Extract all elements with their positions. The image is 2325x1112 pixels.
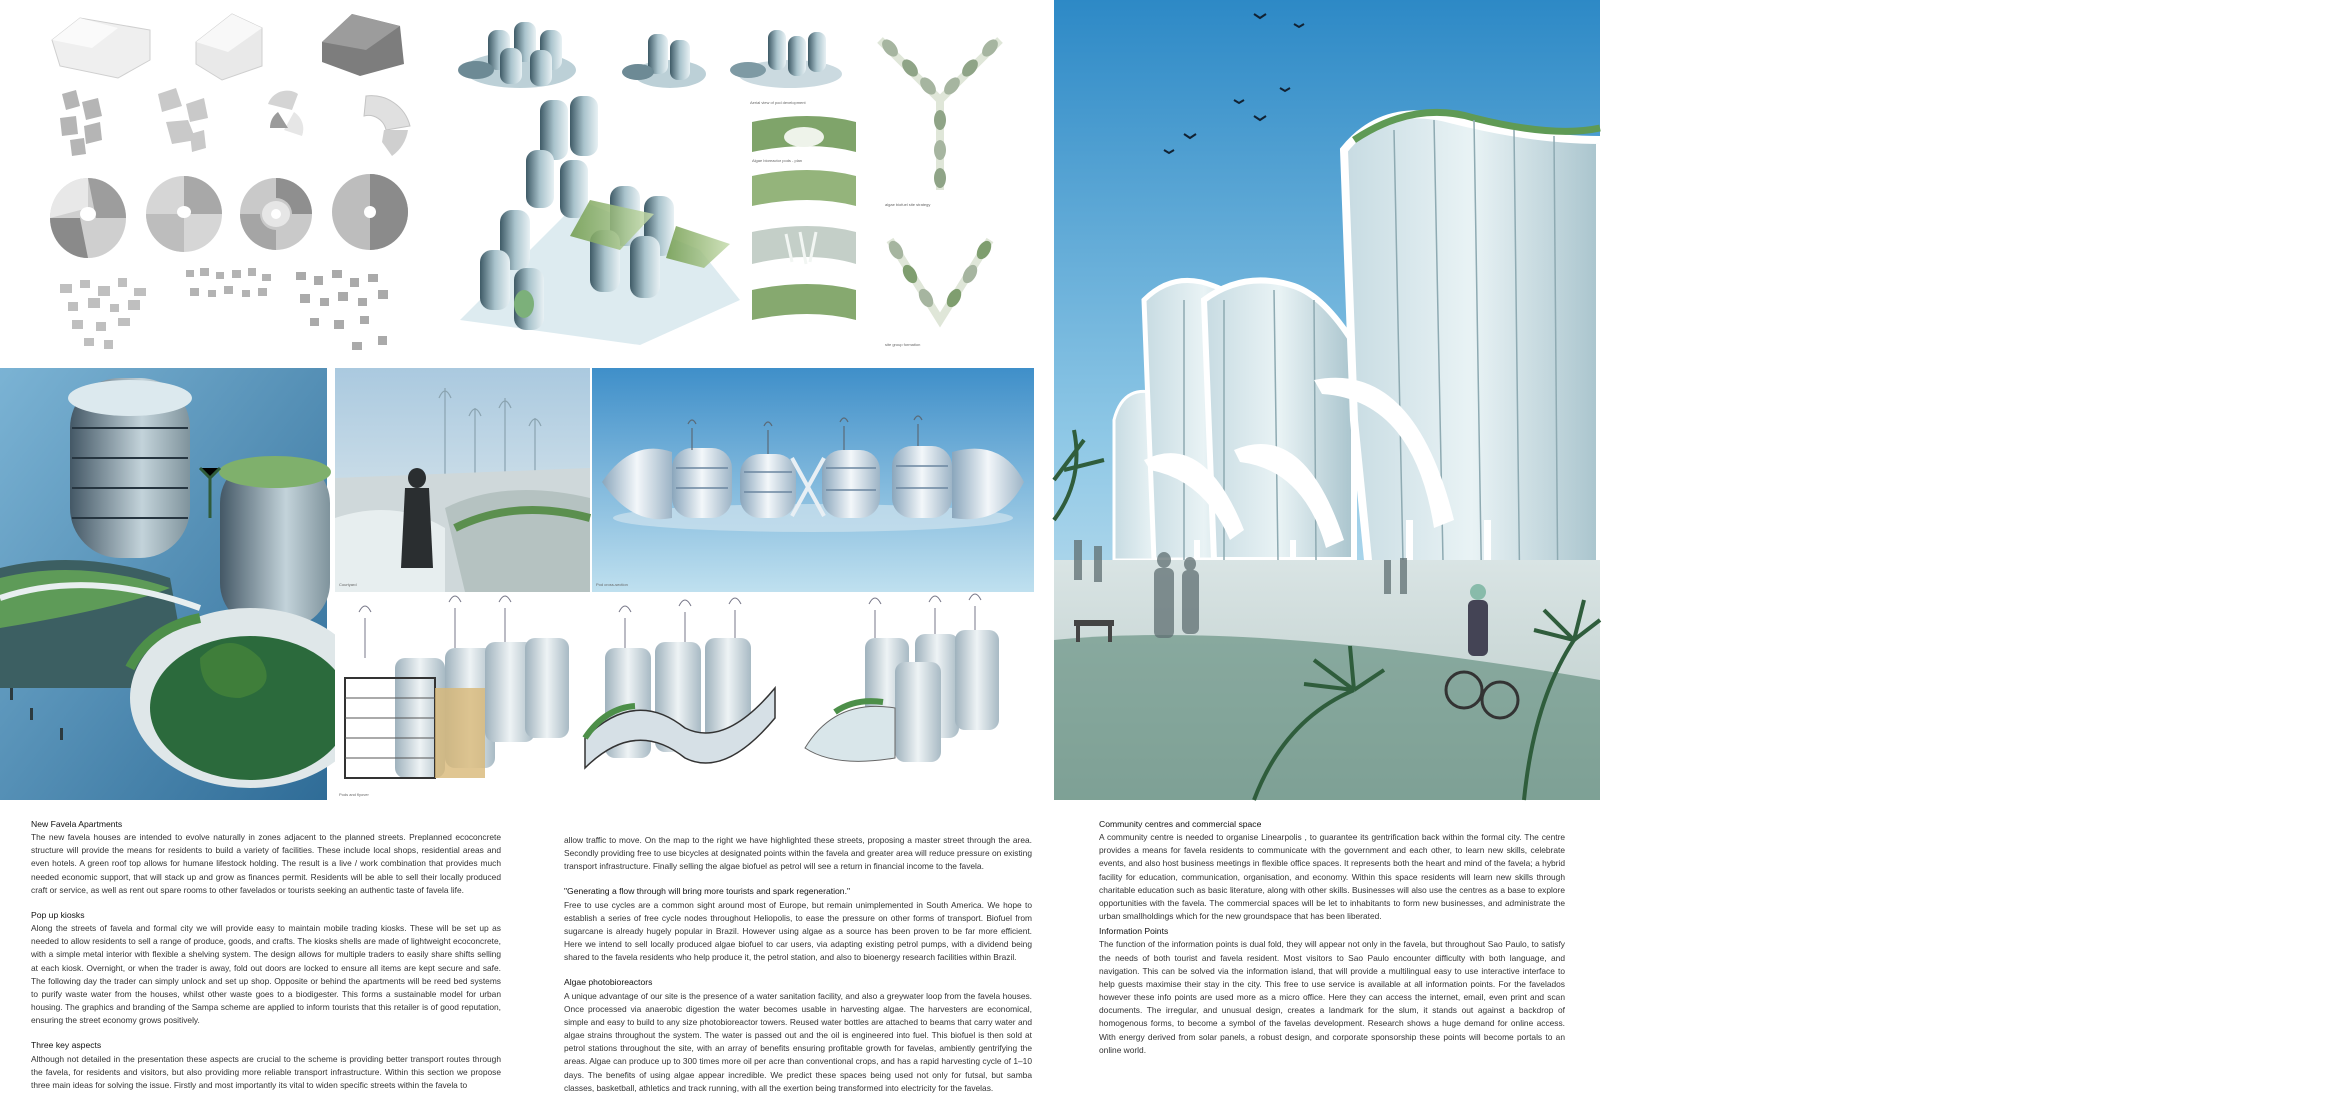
massing-fragments-3: [268, 91, 303, 136]
text-column-right: [1099, 818, 1565, 1069]
caption-pod-cluster: Aerial view of pod development: [750, 100, 806, 105]
pod-axonometric-diagram: [335, 598, 1034, 800]
massing-study-diagram: [0, 0, 440, 360]
group-formation-y: [879, 36, 1001, 207]
project-title: [2121, 16, 2325, 48]
courtyard-render-panel: [335, 368, 590, 592]
pods-elevation-image: [592, 368, 1034, 592]
heading-pop-up-kiosks: Pop up kiosks: [31, 909, 85, 920]
heading-generating-flow: "Generating a flow through will bring more tourists and spark regeneration.": [564, 886, 851, 897]
project-title-year: 2011: [2264, 16, 2325, 47]
body-traffic-flow: allow traffic to move. On the map to the right we have highlighted these streets, proposing a master street through the area. Secondly providing free to use bicycles at designated points within the favela and greater area will reduce pressure on existing transport infrastructure. Finally selling the algae biofuel as petrol will see a return in financial income to the favela.: [564, 835, 1032, 872]
caption-courtyard: Courtyard: [339, 582, 357, 587]
hero-render-panel: [1054, 0, 2325, 800]
massing-fragments-4: [364, 96, 410, 156]
pod-axonometric-panel: [335, 598, 1034, 800]
body-generating-flow: Free to use cycles are a common sight around most of Europe, but remain unimplemented in South America. We hope to establish a series of free cycle nodes throughout Heliopolis, to ease the pressure on other forms of transport. Biofuel from sugarcane is already hugely popular in Brazil. However using algae as a source has been proven to be far more efficient. Here we intend to sell locally produced algae biofuel to car users, via adapting existing petrol pumps, with a dividend being shared to the favela residents who help produce it, the petrol station, and also to bioenergy research facilities within Brazil.: [564, 899, 1032, 963]
body-community-centres: A community centre is needed to organise Linearpolis , to guarantee its gentrification back within the formal city. The centre provides a means for favela residents to communicate with the government and each other, to learn new skills, celebrate events, and also host business meetings in flexible office spaces. It represents both the heart and mind of the favela; a hybrid facility for education, communication, organisation, and economy. Within this space residents will learn new skills through charitable education such as basic literature, along with other skills. Businesses will also use the centres as a base to explore opportunities with the favela. The commercial spaces will be let to inhabitants to form new businesses, and administrate the urban smallholdings which for the new groundspace that has been liberated.: [1099, 832, 1565, 922]
algae-strip-plans: [752, 116, 856, 320]
massing-block-grey: [322, 14, 404, 76]
heading-new-favela-apartments: New Favela Apartments: [31, 819, 123, 829]
heading-community-centres: Community centres and commercial space: [1099, 819, 1262, 829]
massing-block-white-1: [52, 18, 150, 78]
project-title-main: Linearpolis: [2121, 16, 2257, 47]
pod-cluster-1: [458, 22, 576, 88]
massing-scatter-1: [60, 278, 146, 349]
caption-pods-elevation: Pod cross-section: [596, 582, 628, 587]
heading-information-points: Information Points: [1099, 926, 1169, 937]
massing-scatter-2: [186, 268, 271, 297]
body-pop-up-kiosks: Along the streets of favela and formal city we will provide easy to maintain mobile trading kiosks. These will be set up as needed to allow residents to sell a range of produce, goods, and crafts. The kiosks shells are made of lightweight ecoconcrete, with a simple metal interior with flexible a shelving system. The design allows for multiple traders to easily share shifts selling at each kiosk. Overnight, or when the trader is away, fold out doors are locked to ensure all items are kept secure and safe. The following day the trader can simply unlock and set up shop. Opposite or behind the apartments will be reed bed systems to purify waste water from the houses, whilst other waste goes to a biodigester. This forms a sustainable model for urban housing. The graphics and branding of the Sampa scheme are applied to inform tourists that this retailer is of good reputation, ensuring the street economy grows positively.: [31, 923, 501, 1026]
group-formation-v: [885, 238, 994, 347]
pod-cluster-3: [730, 30, 842, 105]
body-algae-photobioreactors: A unique advantage of our site is the presence of a water sanitation facility, and also a greywater loop from the favela houses. Once processed via anaerobic digestion the water becomes usable in harvesting algae. The harvesters are economical, simple and easy to build to any size photobioreactor towers. Reused water bottles are attached to beams that carry water and algae strains throughout the system. The water is passed out and the oil is engineered into fuel. This biofuel is then sold at petrol stations throughout the site, with an array of benefits ensuring profitable growth for favelas, ambiently gentrifying the areas. Algae can produce up to 300 times more oil per acre than conventional crops, and has a rapid harvesting cycle of 1–10 days. The benefits of using algae appear incredible. We predict these spaces being used not only for futsal, but samba classes, basketball, athletics and track running, with all the exertion being transformed into electricity for the favelas.: [564, 990, 1032, 1093]
body-new-favela-apartments: The new favela houses are intended to evolve naturally in zones adjacent to the planned streets. Preplanned ecoconcrete structure will provide the means for residents to build a variety of facilities. These include local shops, residential areas and even hotels. A green roof top allows for humane lifestock holding. The result is a live / work combination that provides much needed economic support, that will stack up and grow as finances permit. Residents will be able to sell their locally produced craft or service, as well as rent out spare rooms to other favelados or tourists seeking an authentic taste of favela life.: [31, 832, 501, 895]
caption-strip-plan: Algae bioreactor pods - plan: [752, 158, 803, 163]
hero-render-image: [1054, 0, 1600, 800]
aerial-render-panel: [0, 368, 327, 800]
aerial-render-image: [0, 368, 327, 800]
pod-cluster-large: [460, 96, 740, 345]
caption-v-formation: site group formation: [885, 342, 921, 347]
pods-elevation-panel: [592, 368, 1034, 592]
heading-algae-photobioreactors: Algae photobioreactors: [564, 977, 653, 988]
massing-disc-4: [332, 174, 408, 250]
pod-cluster-2: [622, 34, 706, 88]
text-column-middle: [564, 834, 1032, 1107]
massing-fragments-2: [158, 88, 208, 152]
caption-y-formation: algae biofuel site strategy: [885, 202, 931, 207]
text-column-left: [31, 818, 501, 1104]
heading-three-key-aspects: Three key aspects: [31, 1040, 102, 1051]
massing-scatter-3: [296, 270, 388, 350]
massing-study-panel: [0, 0, 440, 360]
caption-pod-axo-1: Pods and flyover: [339, 792, 369, 797]
body-three-key-aspects: Although not detailed in the presentation these aspects are crucial to the scheme is providing better transport routes through the favela, for residents and visitors, but also providing more reliable transport infrastructure. Within this section we propose three main ideas for solving the issue. Firstly and most importantly its vital to widen specific streets within the favela to: [31, 1053, 501, 1090]
pod-render-diagram: [440, 0, 1032, 360]
massing-disc-2: [146, 176, 222, 252]
massing-fragments-1: [60, 90, 102, 156]
courtyard-render-image: [335, 368, 590, 592]
body-information-points: The function of the information points is dual fold, they will appear not only in the favela, but throughout Sao Paulo, to satisfy the needs of both tourist and favela resident. Most visitors to Sao Paulo encounter difficulty with both language, and navigation. This can be solved via the information island, that will provide a multilingual easy to use interactive interface to help guests maximise their stay in the city. This free to use service is available at all information points. For the favelados however these info points are used more as a micro office. Here they can access the internet, email, even print and scan documents. The irregular, and unusual design, creates a landmark for the slum, it stands out against a backdrop of homogenous forms, to become a symbol of the favelas development. Research shows a huge demand for online access. With energy derived from solar panels, a robust design, and corporate sponsorship these points will become portals to an online world.: [1099, 939, 1565, 1055]
massing-disc-3: [240, 178, 312, 250]
massing-block-white-2: [196, 14, 262, 80]
pod-render-panel: [440, 0, 1032, 360]
massing-disc-1: [50, 178, 126, 258]
